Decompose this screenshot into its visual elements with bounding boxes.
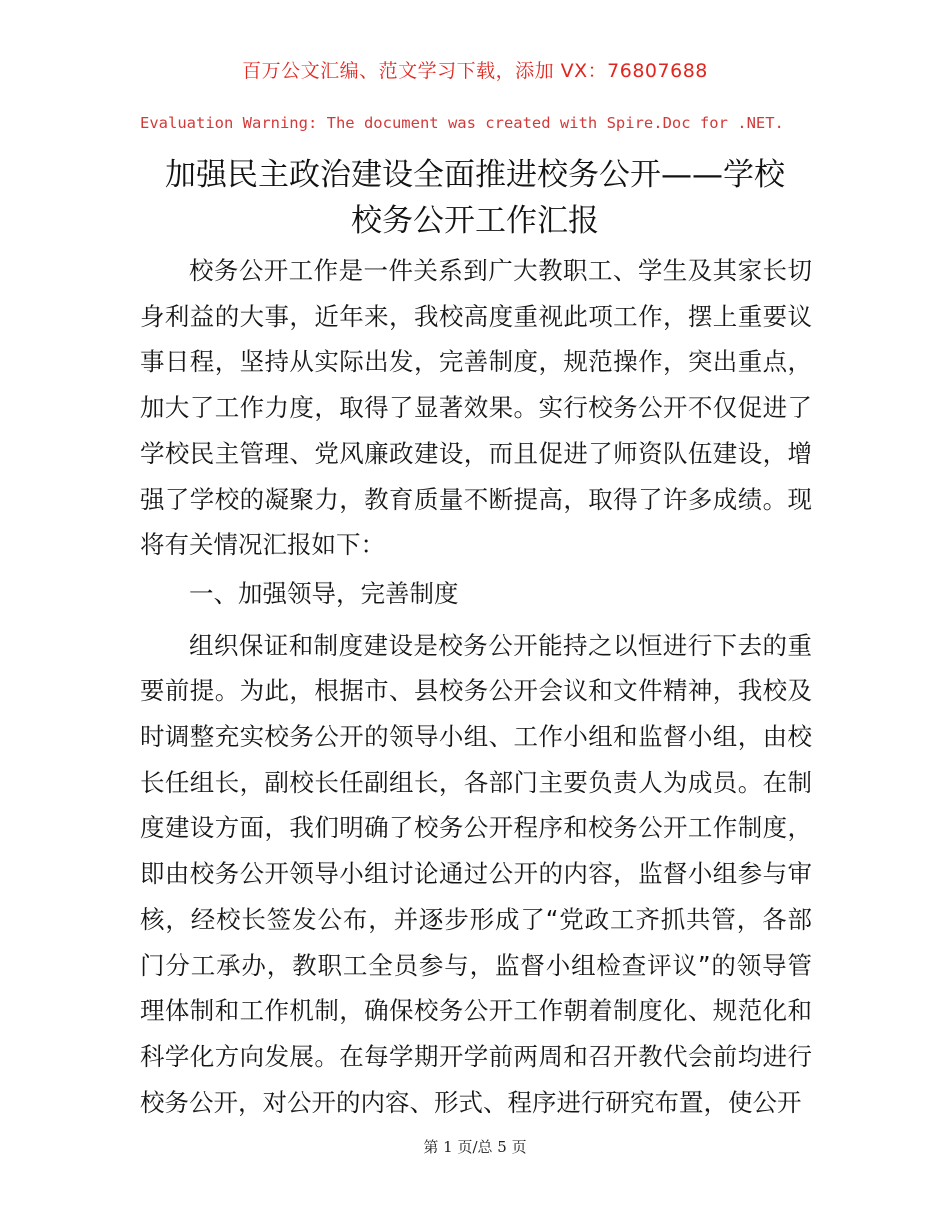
paragraph-intro: 校务公开工作是一件关系到广大教职工、学生及其家长切身利益的大事，近年来，我校高度重视此项工作，摆上重要议事日程，坚持从实际出发，完善制度，规范操作，突出重点，加大了工作力度，取得了显著效果。实行校务公开不仅促进了学校民主管理、党风廉政建设，而且促进了师资队伍建设，增强了学校的凝聚力，教育质量不断提高，取得了许多成绩。现将有关情况汇报如下： <box>140 256 812 560</box>
header-ad-text: 百万公文汇编、范文学习下载，添加 VX：76807688 <box>242 60 708 82</box>
paragraph-section-1: 组织保证和制度建设是校务公开能持之以恒进行下去的重要前提。为此，根据市、县校务公开会议和文件精神，我校及时调整充实校务公开的领导小组、工作小组和监督小组，由校长任组长，副校长任副组长，各部门主要负责人为成员。在制度建设方面，我们明确了校务公开程序和校务公开工作制度，即由校务公开领导小组讨论通过公开的内容，监督小组参与审核，经校长签发公布，并逐步形成了“党政工齐抓共管，各部门分工承办，教职工全员参与，监督小组检查评议”的领导管理体制和工作机制，确保校务公开工作朝着制度化、规范化和科学化方向发展。在每学期开学前两周和召开教代会前均进行校务公开，对公开的内容、形式、程序进行研究布置，使公开 <box>140 630 812 1117</box>
title-line-1: 加强民主政治建设全面推进校务公开——学校 <box>165 157 785 193</box>
evaluation-warning: Evaluation Warning: The document was created with Spire.Doc for .NET. <box>140 114 784 132</box>
document-title <box>130 152 820 244</box>
title-line-2: 校务公开工作汇报 <box>351 203 599 239</box>
document-body <box>140 248 812 1125</box>
page-indicator: 第 1 页/总 5 页 <box>423 1138 527 1156</box>
section-heading-1: 一、加强领导，完善制度 <box>189 578 459 608</box>
